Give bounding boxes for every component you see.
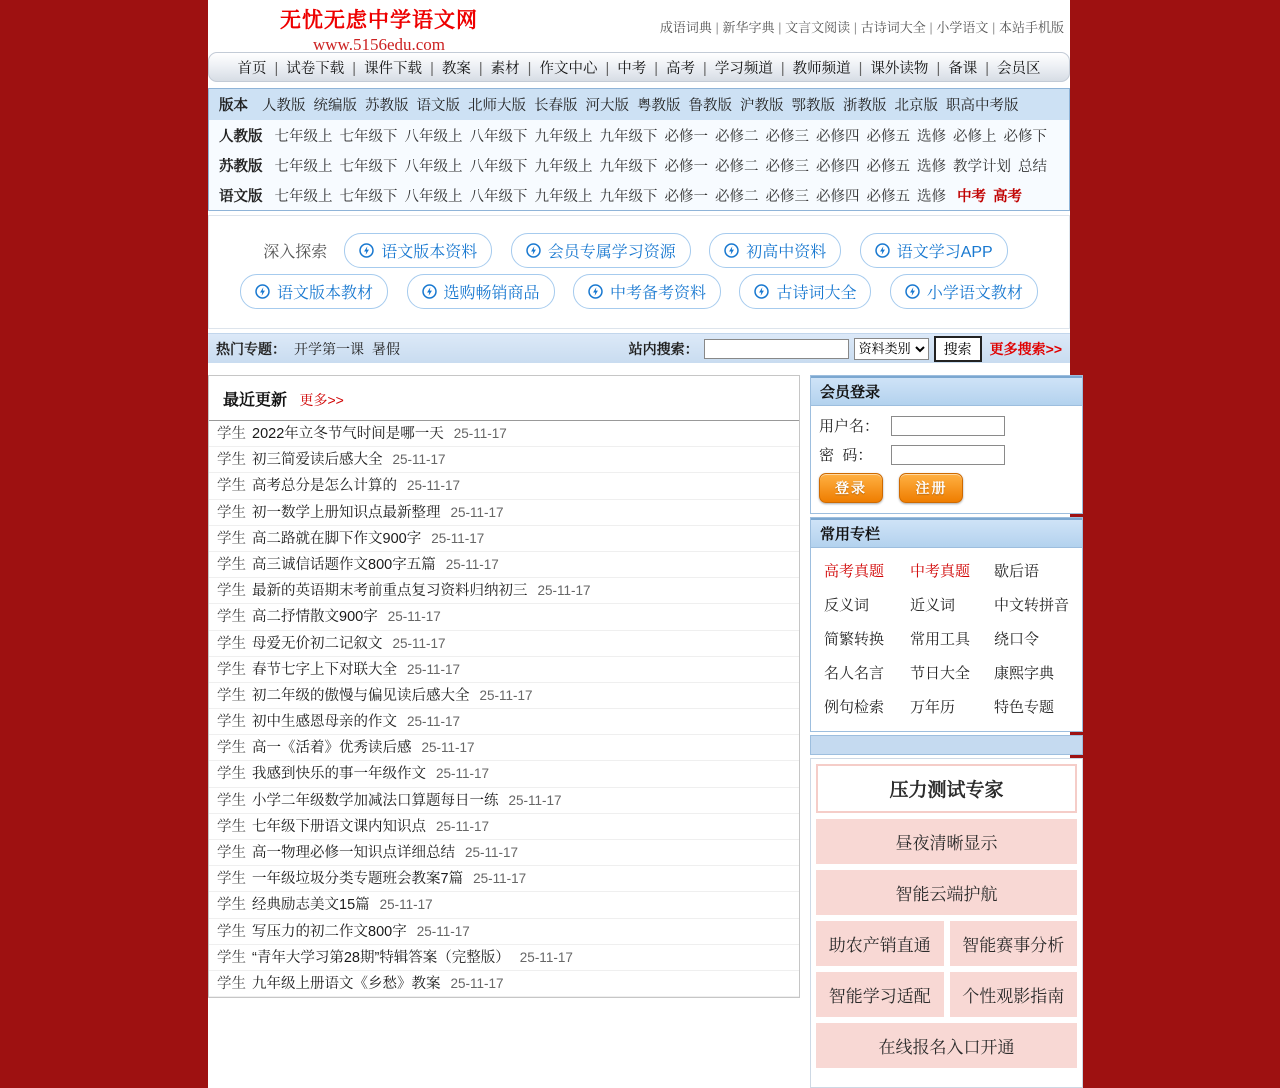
list-item: [209, 604, 799, 630]
editions-box: [208, 88, 1070, 211]
explore-pill-button[interactable]: [344, 233, 492, 268]
nav-item[interactable]: | 试卷下载: [270, 57, 348, 78]
edition-grade-link[interactable]: 必修五: [866, 158, 911, 175]
explore-pill-label: 古诗词大全: [776, 285, 857, 302]
edition-grade-link[interactable]: 八年级上: [404, 158, 463, 175]
item-category-link[interactable]: 学生: [217, 609, 246, 626]
more-search-link[interactable]: 更多搜索>>: [989, 340, 1062, 357]
nav-item[interactable]: | 教师频道: [777, 57, 855, 78]
item-date: 25-11-17: [436, 766, 490, 782]
explore-pill-button[interactable]: [739, 274, 871, 309]
edition-grade-link[interactable]: 七年级下: [339, 158, 398, 175]
nav-item[interactable]: | 作文中心: [524, 57, 602, 78]
editions-header: [209, 89, 1069, 120]
list-item: [209, 788, 799, 814]
edition-grade-link[interactable]: 八年级下: [469, 128, 528, 145]
edition-link[interactable]: 浙教版: [843, 98, 887, 114]
item-title-link[interactable]: 我感到快乐的事一年级作文: [252, 766, 426, 783]
edition-link[interactable]: 长春版: [534, 98, 578, 114]
explore-pill-label: 会员专属学习资源: [547, 244, 676, 261]
list-item: [209, 892, 799, 918]
item-category-link[interactable]: 学生: [217, 871, 246, 888]
edition-link[interactable]: 统编版: [313, 98, 357, 114]
item-title-link[interactable]: 九年级上册语文《乡愁》教案: [252, 975, 441, 992]
explore-pill-button[interactable]: [860, 233, 1008, 268]
edition-grade-link[interactable]: 必修二: [715, 128, 759, 145]
edition-link[interactable]: 沪教版: [740, 98, 784, 114]
column-link[interactable]: 特色专题: [994, 699, 1055, 716]
edition-grade-link[interactable]: 必修三: [765, 158, 810, 175]
item-title-link[interactable]: “青年大学习第28期”特辑答案（完整版）: [252, 949, 510, 966]
list-item: [209, 578, 799, 604]
password-field[interactable]: [891, 445, 1005, 465]
explore-pill-label: 小学语文教材: [926, 285, 1023, 302]
nav-item[interactable]: | 备课: [932, 57, 981, 78]
edition-grade-link[interactable]: 必修下: [1003, 128, 1048, 145]
password-label: 密 码：: [819, 447, 873, 464]
main-content: [208, 375, 1070, 1088]
item-date: 25-11-17: [379, 897, 433, 913]
column-link[interactable]: 近义词: [910, 597, 956, 614]
hot-topics-label: 热门专题：: [216, 340, 286, 357]
edition-link[interactable]: 河大版: [585, 98, 629, 114]
explore-pill-button[interactable]: [890, 274, 1038, 309]
nav-item[interactable]: 首页: [237, 60, 267, 77]
item-category-link[interactable]: 学生: [217, 687, 246, 704]
edition-row-label[interactable]: 语文版: [219, 188, 263, 205]
item-title-link[interactable]: 高一《活着》优秀读后感: [252, 740, 412, 757]
username-field[interactable]: [891, 416, 1005, 436]
edition-link[interactable]: 鄂教版: [791, 98, 835, 114]
column-link-red[interactable]: 中考真题: [910, 563, 971, 580]
item-category-link[interactable]: 学生: [217, 766, 246, 783]
item-date: 25-11-17: [392, 635, 446, 651]
hot-topics-bar: [208, 333, 1070, 363]
edition-grade-link[interactable]: 七年级上: [274, 158, 333, 175]
site-header: [208, 0, 1070, 54]
item-category-link[interactable]: 学生: [217, 714, 246, 731]
header-link[interactable]: 成语词典: [659, 20, 712, 35]
bolt-circle-icon: [359, 243, 374, 258]
item-title-link[interactable]: 2022年立冬节气时间是哪一天: [252, 426, 444, 442]
header-link[interactable]: | 本站手机版: [988, 20, 1064, 35]
edition-link[interactable]: 北师大版: [468, 98, 526, 114]
edition-grade-link[interactable]: 九年级下: [599, 158, 658, 175]
promo-pair-grid: [816, 921, 1077, 1017]
column-link[interactable]: 名人名言: [824, 665, 885, 682]
search-button[interactable]: 搜索: [934, 336, 982, 362]
edition-grade-link[interactable]: 必修三: [765, 128, 810, 145]
item-date: 25-11-17: [450, 975, 504, 991]
item-date: 25-11-17: [537, 583, 591, 599]
edition-link[interactable]: 语文版: [416, 98, 460, 114]
edition-link[interactable]: 北京版: [894, 98, 938, 114]
item-category-link[interactable]: 学生: [217, 452, 246, 469]
list-item: [209, 761, 799, 787]
bolt-circle-icon: [905, 284, 920, 299]
edition-grade-link[interactable]: 必修五: [866, 188, 911, 205]
promo-row-item[interactable]: 智能云端护航: [816, 870, 1077, 915]
item-category-link[interactable]: 学生: [217, 818, 246, 835]
item-category-link[interactable]: 学生: [217, 478, 246, 495]
list-item: [209, 421, 799, 447]
item-title-link[interactable]: 母爱无价初二记叙文: [252, 635, 383, 652]
recent-updates-panel: [208, 375, 800, 998]
list-item: [209, 552, 799, 578]
list-item: [209, 500, 799, 526]
item-title-link[interactable]: 高二抒情散文900字: [252, 609, 378, 626]
item-date: 25-11-17: [450, 504, 504, 520]
edition-grade-link[interactable]: 九年级下: [599, 128, 658, 145]
item-date: 25-11-17: [453, 426, 507, 441]
list-item: [209, 683, 799, 709]
item-date: 25-11-17: [431, 530, 485, 546]
item-category-link[interactable]: 学生: [217, 949, 246, 966]
member-login-title: 会员登录: [811, 376, 1082, 406]
item-date: 25-11-17: [407, 714, 461, 730]
item-category-link[interactable]: 学生: [217, 845, 246, 861]
explore-pill-button[interactable]: [511, 233, 691, 268]
item-title-link[interactable]: 七年级下册语文课内知识点: [252, 818, 426, 835]
item-category-link[interactable]: 学生: [217, 897, 246, 914]
item-title-link[interactable]: 写压力的初二作文800字: [252, 923, 407, 940]
bolt-circle-icon: [724, 243, 739, 258]
explore-pill-label: 语文版本资料: [381, 244, 478, 261]
header-link[interactable]: | 小学语文: [926, 20, 989, 35]
edition-grade-link[interactable]: 教学计划: [953, 158, 1012, 175]
promo-ad-panel: [810, 758, 1083, 1088]
username-row: [819, 415, 1074, 436]
edition-link[interactable]: 粤教版: [637, 98, 681, 114]
list-item: [209, 631, 799, 657]
nav-item[interactable]: | 课外读物: [855, 57, 933, 78]
column-link[interactable]: 万年历: [910, 699, 956, 716]
common-columns-panel: [810, 517, 1083, 732]
edition-link[interactable]: 苏教版: [365, 98, 409, 114]
header-link[interactable]: | 古诗词大全: [850, 20, 926, 35]
item-date: 25-11-17: [519, 949, 573, 965]
item-title-link[interactable]: 高一物理必修一知识点详细总结: [252, 845, 455, 861]
edition-grade-link[interactable]: 必修二: [715, 158, 759, 175]
site-search: [629, 336, 1062, 362]
edition-row-yuwen: [209, 180, 1069, 210]
item-title-link[interactable]: 经典励志美文15篇: [252, 897, 370, 914]
recent-more-link[interactable]: 更多>>: [299, 392, 344, 408]
member-login-panel: [810, 375, 1083, 514]
username-label: 用户名：: [819, 418, 880, 435]
explore-section: [208, 215, 1070, 329]
explore-pill-button[interactable]: [573, 274, 721, 309]
list-item: [209, 840, 799, 866]
item-title-link[interactable]: 初一数学上册知识点最新整理: [252, 504, 441, 521]
nav-item[interactable]: | 素材: [475, 57, 524, 78]
recent-updates-header: [209, 376, 799, 421]
explore-pill-button[interactable]: [709, 233, 841, 268]
item-title-link[interactable]: 初三简爱读后感大全: [252, 452, 383, 469]
item-date: 25-11-17: [421, 740, 475, 756]
item-title-link[interactable]: 高三诚信话题作文800字五篇: [252, 556, 436, 573]
edition-grade-link[interactable]: 八年级下: [469, 158, 528, 175]
item-category-link[interactable]: 学生: [217, 504, 246, 521]
header-link[interactable]: | 文言文阅读: [775, 20, 851, 35]
list-item: [209, 814, 799, 840]
item-date: 25-11-17: [392, 452, 446, 468]
promo-pair-item[interactable]: 个性观影指南: [950, 972, 1078, 1017]
common-columns-links: [811, 548, 1082, 731]
item-date: 25-11-17: [436, 818, 490, 834]
bolt-circle-icon: [875, 243, 890, 258]
login-button[interactable]: 登录: [819, 473, 883, 503]
password-row: [819, 444, 1074, 465]
list-item: [209, 945, 799, 971]
column-link[interactable]: 绕口令: [994, 631, 1040, 648]
explore-pill-label: 语文学习APP: [896, 244, 993, 261]
edition-grade-link[interactable]: 总结: [1018, 158, 1048, 175]
list-item: [209, 709, 799, 735]
edition-grade-link[interactable]: 选修: [917, 188, 947, 205]
edition-link[interactable]: 鲁教版: [688, 98, 732, 114]
list-item: [209, 657, 799, 683]
item-title-link[interactable]: 初中生感恩母亲的作文: [252, 714, 397, 731]
list-item: [209, 866, 799, 892]
bolt-circle-icon: [526, 243, 541, 258]
nav-item[interactable]: | 学习频道: [699, 57, 777, 78]
item-category-link[interactable]: 学生: [217, 975, 246, 992]
item-category-link[interactable]: 学生: [217, 583, 246, 600]
edition-grade-link[interactable]: 必修一: [664, 128, 709, 145]
search-input[interactable]: [704, 339, 849, 359]
item-category-link[interactable]: 学生: [217, 426, 246, 442]
column-link[interactable]: 中文转拼音: [994, 597, 1070, 614]
edition-grade-link[interactable]: 七年级下: [339, 188, 398, 205]
list-item: [209, 735, 799, 761]
edition-row-label[interactable]: 人教版: [219, 128, 263, 145]
page-container: [208, 0, 1070, 1088]
recent-updates-title: 最近更新: [223, 392, 288, 409]
header-link[interactable]: | 新华字典: [712, 20, 775, 35]
edition-grade-link[interactable]: 选修: [917, 128, 947, 145]
edition-grade-link[interactable]: 九年级上: [534, 188, 593, 205]
nav-item[interactable]: | 教案: [426, 57, 475, 78]
edition-grade-link[interactable]: 必修一: [664, 158, 709, 175]
hot-topic-link[interactable]: 开学第一课: [294, 340, 364, 357]
edition-row-sujiao: [209, 150, 1069, 180]
explore-pill-label: 选购畅销商品: [443, 285, 540, 302]
edition-grade-link[interactable]: 必修四: [816, 188, 860, 205]
category-select[interactable]: [854, 338, 929, 360]
item-category-link[interactable]: 学生: [217, 530, 246, 547]
list-item: [209, 526, 799, 552]
item-title-link[interactable]: 小学二年级数学加减法口算题每日一练: [252, 792, 499, 809]
edition-grade-link[interactable]: 八年级上: [404, 128, 463, 145]
explore-label: 深入探索: [263, 244, 328, 261]
editions-header-links: [262, 94, 1027, 115]
list-item: [209, 919, 799, 945]
item-date: 25-11-17: [387, 609, 441, 625]
item-date: 25-11-17: [473, 871, 527, 887]
sidebar-spacer-bar: [810, 735, 1083, 755]
promo-pair-item[interactable]: 智能赛事分析: [950, 921, 1078, 966]
edition-grade-link[interactable]: 必修五: [866, 128, 911, 145]
explore-pill-button[interactable]: [407, 274, 555, 309]
promo-pair-item[interactable]: 助农产销直通: [816, 921, 944, 966]
edition-grade-link[interactable]: 七年级上: [274, 128, 333, 145]
common-columns-title: 常用专栏: [811, 518, 1082, 548]
edition-grade-link[interactable]: 七年级上: [274, 188, 333, 205]
nav-item[interactable]: | 中考: [601, 57, 650, 78]
edition-link[interactable]: 职高中考版: [946, 98, 1019, 114]
column-link[interactable]: 反义词: [824, 597, 870, 614]
item-date: 25-11-17: [479, 687, 533, 703]
promo-footer[interactable]: 在线报名入口开通: [816, 1023, 1077, 1068]
main-nav: [208, 52, 1070, 82]
edition-grade-link[interactable]: 必修一: [664, 188, 709, 205]
column-link[interactable]: 常用工具: [910, 631, 971, 648]
item-date: 25-11-17: [508, 792, 562, 808]
site-url: www.5156edu.com: [312, 35, 446, 54]
edition-grade-link[interactable]: 必修三: [765, 188, 810, 205]
column-link-red[interactable]: 高考真题: [824, 563, 885, 580]
edition-grade-link[interactable]: 必修四: [816, 158, 860, 175]
edition-row-label[interactable]: 苏教版: [219, 158, 263, 175]
nav-item[interactable]: | 高考: [650, 57, 699, 78]
bolt-circle-icon: [255, 284, 270, 299]
member-login-form: [811, 406, 1082, 513]
item-category-link[interactable]: 学生: [217, 661, 246, 678]
item-category-link[interactable]: 学生: [217, 923, 246, 940]
bolt-circle-icon: [588, 284, 603, 299]
bolt-circle-icon: [754, 284, 769, 299]
edition-grade-link[interactable]: 必修二: [715, 188, 759, 205]
item-date: 25-11-17: [407, 478, 461, 494]
recent-updates-list: [209, 421, 799, 997]
promo-featured[interactable]: 压力测试专家: [816, 764, 1077, 813]
item-title-link[interactable]: 一年级垃圾分类专题班会教案7篇: [252, 871, 464, 888]
item-title-link[interactable]: 高二路就在脚下作文900字: [252, 530, 422, 547]
site-logo[interactable]: [244, 4, 514, 55]
site-name: 无忧无虑中学语文网: [280, 9, 478, 32]
item-category-link[interactable]: 学生: [217, 792, 246, 809]
column-link[interactable]: 节日大全: [910, 665, 971, 682]
item-title-link[interactable]: 初二年级的傲慢与偏见读后感大全: [252, 687, 470, 704]
sidebar: [810, 375, 1083, 1088]
nav-item[interactable]: | 会员区: [981, 57, 1044, 78]
edition-exam-link[interactable]: 高考: [993, 188, 1023, 205]
edition-grade-link[interactable]: 八年级下: [469, 188, 528, 205]
item-category-link[interactable]: 学生: [217, 556, 246, 573]
item-date: 25-11-17: [407, 661, 461, 677]
bolt-circle-icon: [422, 284, 437, 299]
item-category-link[interactable]: 学生: [217, 740, 246, 757]
list-item: [209, 473, 799, 499]
explore-row-2: [215, 274, 1063, 309]
promo-row-item[interactable]: 昼夜清晰显示: [816, 819, 1077, 864]
column-link[interactable]: 简繁转换: [824, 631, 885, 648]
editions-label: 版本: [219, 98, 248, 114]
header-links: [660, 17, 1064, 36]
edition-exam-link[interactable]: 中考: [957, 188, 987, 205]
login-buttons: [819, 473, 1074, 503]
edition-link[interactable]: 人教版: [262, 98, 306, 114]
explore-pill-label: 初高中资料: [746, 244, 827, 261]
item-title-link[interactable]: 最新的英语期末考前重点复习资料归纳初三: [252, 583, 528, 600]
column-link[interactable]: 歇后语: [994, 563, 1040, 580]
edition-row-renjiao: [209, 120, 1069, 150]
edition-grade-link[interactable]: 必修四: [816, 128, 860, 145]
list-item: [209, 971, 799, 997]
explore-row-1: [215, 233, 1063, 268]
explore-pill-label: 语文版本教材: [277, 285, 374, 302]
item-category-link[interactable]: 学生: [217, 635, 246, 652]
edition-grade-link[interactable]: 选修: [917, 158, 947, 175]
hot-topic-link[interactable]: 暑假: [372, 340, 400, 357]
item-date: 25-11-17: [416, 923, 470, 939]
column-link[interactable]: 例句检索: [824, 699, 885, 716]
item-title-link[interactable]: 春节七字上下对联大全: [252, 661, 397, 678]
edition-grade-link[interactable]: 九年级上: [534, 128, 593, 145]
explore-pill-button[interactable]: [240, 274, 388, 309]
item-date: 25-11-17: [465, 845, 519, 860]
edition-grade-link[interactable]: 七年级下: [339, 128, 398, 145]
nav-item[interactable]: | 课件下载: [348, 57, 426, 78]
register-button[interactable]: 注册: [899, 473, 963, 503]
item-date: 25-11-17: [445, 556, 499, 572]
column-link[interactable]: 康熙字典: [994, 665, 1055, 682]
edition-grade-link[interactable]: 九年级上: [534, 158, 593, 175]
explore-pill-label: 中考备考资料: [609, 285, 706, 302]
list-item: [209, 447, 799, 473]
item-title-link[interactable]: 高考总分是怎么计算的: [252, 478, 397, 495]
edition-grade-link[interactable]: 九年级下: [599, 188, 658, 205]
edition-grade-link[interactable]: 八年级上: [404, 188, 463, 205]
promo-pair-item[interactable]: 智能学习适配: [816, 972, 944, 1017]
edition-grade-link[interactable]: 必修上: [953, 128, 997, 145]
search-label: 站内搜索：: [628, 340, 699, 357]
